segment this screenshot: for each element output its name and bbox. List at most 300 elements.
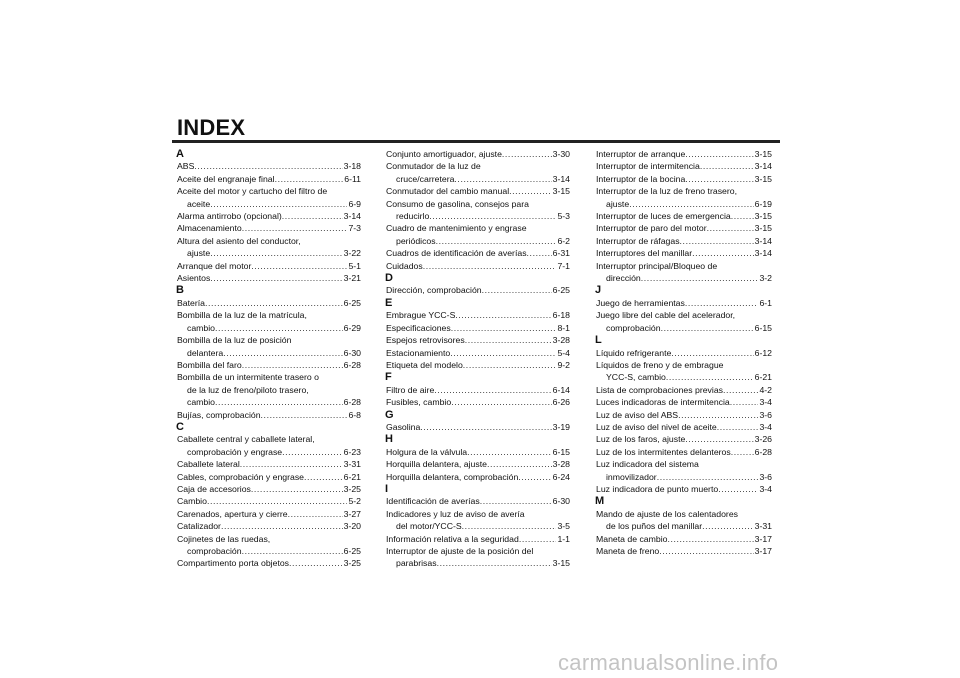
dot-leader <box>437 557 552 569</box>
index-entry <box>386 359 570 371</box>
entry-text: cambio <box>187 397 216 408</box>
page-number: 3-15 <box>552 186 570 197</box>
index-entry <box>596 210 772 222</box>
entry-text: cruce/carretera <box>396 173 455 184</box>
page-number: 6-21 <box>343 471 361 482</box>
entry-text: Aceite del motor y cartucho del filtro de <box>177 186 328 197</box>
dot-leader <box>251 483 343 495</box>
page-number: 3-25 <box>343 483 361 494</box>
dot-leader <box>519 533 557 545</box>
page-number: 6-29 <box>343 322 361 333</box>
entry-text: Luz de aviso del nivel de aceite <box>596 421 717 432</box>
index-entry <box>596 384 772 396</box>
dot-leader <box>420 421 551 433</box>
page-number: 3-2 <box>759 273 772 284</box>
dot-leader <box>702 520 754 532</box>
index-entry <box>177 409 361 421</box>
index-entry <box>177 272 361 284</box>
dot-leader <box>275 173 344 185</box>
entry-text: Especificaciones <box>386 322 451 333</box>
index-entry <box>177 297 361 309</box>
page-number: 3-14 <box>343 211 361 222</box>
index-entry <box>386 458 570 470</box>
index-entry <box>177 222 361 234</box>
page-number: 3-4 <box>759 483 772 494</box>
index-entry <box>177 260 361 272</box>
index-entry <box>596 508 772 533</box>
dot-leader <box>717 421 759 433</box>
dot-leader <box>242 359 343 371</box>
dot-leader <box>629 198 753 210</box>
page-number: 6-30 <box>343 347 361 358</box>
index-entry <box>177 533 361 558</box>
entry-text: comprobación <box>187 546 242 556</box>
page-number: 6-25 <box>343 546 361 556</box>
entry-text: Caballete lateral <box>177 459 240 470</box>
section-letter: B <box>176 284 184 297</box>
dot-leader <box>661 322 754 334</box>
page-number: 3-4 <box>759 397 772 408</box>
index-entry <box>596 347 772 359</box>
dot-leader <box>502 148 552 160</box>
page-number: 6-19 <box>754 198 772 209</box>
dot-leader <box>667 533 753 545</box>
page-number: 7-3 <box>348 223 361 234</box>
page-number: 3-17 <box>754 546 772 556</box>
entry-text: Consumo de gasolina, consejos para <box>386 198 529 209</box>
page-number: 3-28 <box>552 459 570 470</box>
dot-leader <box>680 235 754 247</box>
entry-text: Bombilla de la luz de posición <box>177 335 292 346</box>
dot-leader <box>451 322 557 334</box>
index-entry <box>386 148 570 160</box>
page-number: 6-31 <box>552 248 570 259</box>
dot-leader <box>240 458 343 470</box>
index-entry <box>386 160 570 185</box>
index-entry <box>386 471 570 483</box>
dot-leader <box>685 173 753 185</box>
entry-text: Luz de los faros, ajuste <box>596 434 686 445</box>
page-number: 3-20 <box>343 521 361 532</box>
page-number: 3-14 <box>754 235 772 246</box>
entry-text: Gasolina <box>386 421 421 432</box>
page-number: 1-1 <box>557 533 570 544</box>
entry-text: Cambio <box>177 496 207 507</box>
page-number: 3-15 <box>552 558 570 569</box>
entry-text: Luces indicadoras de intermitencia <box>596 397 730 408</box>
index-entry <box>386 495 570 507</box>
dot-leader <box>304 471 343 483</box>
entry-text: reducirlo <box>396 211 430 222</box>
dot-leader <box>692 247 754 259</box>
entry-text: Fusibles, cambio <box>386 397 452 408</box>
dot-leader <box>641 272 759 284</box>
entry-text: ABS <box>177 161 195 172</box>
index-column-1 <box>177 148 361 570</box>
page-number: 3-19 <box>552 421 570 432</box>
dot-leader <box>657 471 759 483</box>
page-number: 6-9 <box>348 198 361 209</box>
index-entry <box>596 396 772 408</box>
page-number: 3-26 <box>754 434 772 445</box>
entry-text: Embrague YCC-S <box>386 310 456 321</box>
entry-text: Maneta de freno <box>596 546 660 556</box>
dot-leader <box>678 409 758 421</box>
entry-text: Holgura de la válvula <box>386 446 468 457</box>
entry-text: Etiqueta del modelo <box>386 359 463 370</box>
page-number: 6-25 <box>552 285 570 296</box>
dot-leader <box>251 260 347 272</box>
entry-text: Altura del asiento del conductor, <box>177 235 301 246</box>
dot-leader <box>509 185 551 197</box>
index-entry <box>596 222 772 234</box>
index-entry <box>386 334 570 346</box>
dot-leader <box>242 222 348 234</box>
entry-text: Conmutador del cambio manual <box>386 186 510 197</box>
page-number: 7-1 <box>557 260 570 271</box>
dot-leader <box>288 508 343 520</box>
dot-leader <box>205 297 343 309</box>
page-number: 4-2 <box>759 384 772 395</box>
page-number: 3-14 <box>754 161 772 172</box>
watermark: carmanualsonline.info <box>558 650 779 675</box>
index-entry <box>386 185 570 197</box>
section-letter: M <box>595 495 605 508</box>
entry-text: Luz de aviso del ABS <box>596 409 679 420</box>
index-entry <box>386 545 570 570</box>
dot-leader <box>685 148 753 160</box>
entry-text: Conmutador de la luz de <box>386 161 481 172</box>
dot-leader <box>718 483 758 495</box>
page-number: 3-15 <box>754 173 772 184</box>
entry-text: Estacionamiento <box>386 347 451 358</box>
dot-leader <box>450 347 556 359</box>
entry-text: Caballete central y caballete lateral, <box>177 434 315 445</box>
dot-leader <box>700 160 754 172</box>
page-number: 3-28 <box>552 335 570 346</box>
index-entry <box>596 533 772 545</box>
index-entry <box>386 322 570 334</box>
index-entry <box>177 185 361 210</box>
index-entry <box>177 210 361 222</box>
page-number: 3-14 <box>754 248 772 259</box>
dot-leader <box>223 347 342 359</box>
page-number: 6-28 <box>343 359 361 370</box>
entry-text: cambio <box>187 322 216 333</box>
dot-leader <box>527 247 552 259</box>
section-letter: C <box>176 420 184 433</box>
page-number: 6-25 <box>343 297 361 308</box>
index-entry <box>177 458 361 470</box>
entry-text: Aceite del engranaje final <box>177 173 275 184</box>
entry-text: Horquilla delantera, comprobación <box>386 471 519 482</box>
entry-text: parabrisas <box>396 558 437 569</box>
section-letter: G <box>385 408 394 421</box>
page-number: 6-23 <box>343 446 361 457</box>
entry-text: comprobación <box>606 322 661 333</box>
entry-text: Juego de herramientas <box>596 297 685 308</box>
page-number: 6-18 <box>552 310 570 321</box>
page-number: 5-1 <box>348 260 361 271</box>
entry-text: Lista de comprobaciones previas <box>596 384 724 395</box>
entry-text: Líquido refrigerante <box>596 347 672 358</box>
index-entry <box>596 185 772 210</box>
index-entry <box>386 446 570 458</box>
index-entry <box>596 235 772 247</box>
entry-text: Información relativa a la seguridad <box>386 533 519 544</box>
page-number: 5-3 <box>557 211 570 222</box>
section-letter: A <box>176 148 184 160</box>
page-number: 5-2 <box>348 496 361 507</box>
page-number: 6-2 <box>557 235 570 246</box>
page-number: 3-5 <box>557 521 570 532</box>
entry-text: Filtro de aire <box>386 384 435 395</box>
page-number: 6-11 <box>344 173 361 184</box>
index-entry <box>596 421 772 433</box>
page-number: 3-14 <box>552 173 570 184</box>
page-number: 3-25 <box>343 558 361 569</box>
entry-text: Mando de ajuste de los calentadores <box>596 508 738 519</box>
index-entry <box>177 471 361 483</box>
entry-text: Interruptor de ajuste de la posición del <box>386 546 534 556</box>
entry-text: Identificación de averías <box>386 496 480 507</box>
entry-text: ajuste <box>187 248 211 259</box>
index-entry <box>596 446 772 458</box>
section-letter: I <box>385 482 389 495</box>
index-entry <box>177 371 361 408</box>
entry-text: YCC-S, cambio <box>606 372 666 383</box>
dot-leader <box>487 458 552 470</box>
index-entry <box>386 508 570 533</box>
dot-leader <box>242 545 343 557</box>
dot-leader <box>465 334 552 346</box>
entry-text: Interruptores del manillar <box>596 248 693 259</box>
page-number: 3-6 <box>759 471 772 482</box>
dot-leader <box>685 297 759 309</box>
entry-text: comprobación y engrase <box>187 446 283 457</box>
page-number: 3-15 <box>754 149 772 159</box>
entry-text: aceite <box>187 198 211 209</box>
index-entry <box>596 483 772 495</box>
section-letter: L <box>595 334 602 347</box>
section-letter: D <box>385 272 393 285</box>
page-number: 6-15 <box>552 446 570 457</box>
index-entry <box>386 309 570 321</box>
dot-leader <box>451 396 551 408</box>
index-entry <box>386 247 570 259</box>
dot-leader <box>482 284 552 296</box>
index-entry <box>386 284 570 296</box>
entry-text: Batería <box>177 297 206 308</box>
index-entry <box>596 433 772 445</box>
entry-text: Compartimento porta objetos <box>177 558 290 569</box>
dot-leader <box>221 520 343 532</box>
entry-text: Carenados, apertura y cierre <box>177 508 288 519</box>
entry-text: Luz indicadora de punto muerto <box>596 483 719 494</box>
page-number: 3-15 <box>754 211 772 222</box>
section-letter: J <box>595 284 602 297</box>
entry-text: Maneta de cambio <box>596 533 668 544</box>
index-entry <box>596 458 772 483</box>
page-number: 6-15 <box>754 322 772 333</box>
page-number: 6-14 <box>552 384 570 395</box>
entry-text: de la luz de freno/piloto trasero, <box>187 384 309 395</box>
entry-text: Interruptor de la bocina <box>596 173 686 184</box>
dot-leader <box>685 433 753 445</box>
dot-leader <box>731 446 754 458</box>
page-number: 3-30 <box>552 149 570 159</box>
index-entry <box>596 545 772 557</box>
page-number: 6-24 <box>552 471 570 482</box>
index-entry <box>386 533 570 545</box>
entry-text: Espejos retrovisores <box>386 335 465 346</box>
page-number: 6-8 <box>348 409 361 420</box>
index-entry <box>386 384 570 396</box>
entry-text: Cuadros de identificación de averías <box>386 248 527 259</box>
dot-leader <box>210 247 342 259</box>
dot-leader <box>467 446 551 458</box>
index-entry <box>596 148 772 160</box>
entry-text: Cojinetes de las ruedas, <box>177 533 271 544</box>
entry-text: del motor/YCC-S <box>396 521 462 532</box>
page-number: 3-31 <box>343 459 361 470</box>
dot-leader <box>480 495 552 507</box>
page-title: INDEX <box>177 115 246 140</box>
index-entry <box>596 359 772 384</box>
title-rule <box>172 140 780 143</box>
entry-text: Cables, comprobación y engrase <box>177 471 305 482</box>
dot-leader <box>462 520 557 532</box>
entry-text: Arranque del motor <box>177 260 252 271</box>
page-number: 6-28 <box>343 397 361 408</box>
entry-text: Interruptor de luces de emergencia <box>596 211 731 222</box>
dot-leader <box>194 160 342 172</box>
dot-leader <box>282 446 342 458</box>
dot-leader <box>210 272 342 284</box>
entry-text: Bombilla de la luz de la matrícula, <box>177 310 307 321</box>
page-number: 3-21 <box>343 273 361 284</box>
entry-text: Líquidos de freno y de embrague <box>596 359 724 370</box>
entry-text: Interruptor de paro del motor <box>596 223 707 234</box>
index-entry <box>386 260 570 272</box>
page-number: 3-22 <box>343 248 361 259</box>
dot-leader <box>210 198 347 210</box>
entry-text: Bujías, comprobación <box>177 409 261 420</box>
entry-text: Bombilla del faro <box>177 359 242 370</box>
index-entry <box>386 222 570 247</box>
entry-text: delantera <box>187 347 224 358</box>
section-letter: F <box>385 371 392 384</box>
entry-text: Cuidados <box>386 260 423 271</box>
entry-text: dirección <box>606 273 641 284</box>
entry-text: Interruptor de ráfagas <box>596 235 680 246</box>
page-number: 3-15 <box>754 223 772 234</box>
index-entry <box>177 334 361 359</box>
section-letter: E <box>385 296 393 309</box>
index-entry <box>596 260 772 285</box>
dot-leader <box>436 235 557 247</box>
index-entry <box>177 359 361 371</box>
dot-leader <box>429 210 556 222</box>
entry-text: Caja de accesorios <box>177 483 251 494</box>
entry-text: Almacenamiento <box>177 223 242 234</box>
page-number: 3-17 <box>754 533 772 544</box>
dot-leader <box>434 384 551 396</box>
entry-text: Bombilla de un intermitente trasero o <box>177 372 319 383</box>
entry-text: ajuste <box>606 198 630 209</box>
dot-leader <box>723 384 758 396</box>
entry-text: Catalizador <box>177 521 221 532</box>
index-entry <box>177 173 361 185</box>
index-entry <box>386 396 570 408</box>
dot-leader <box>261 409 348 421</box>
dot-leader <box>289 557 343 569</box>
page-number: 6-30 <box>552 496 570 507</box>
entry-text: Juego libre del cable del acelerador, <box>596 310 736 321</box>
entry-text: Horquilla delantera, ajuste <box>386 459 487 470</box>
dot-leader <box>463 359 557 371</box>
index-column-2 <box>386 148 570 570</box>
dot-leader <box>207 495 348 507</box>
entry-text: inmovilizador <box>606 471 657 482</box>
page-number: 3-4 <box>759 421 772 432</box>
page-number: 5-4 <box>557 347 570 358</box>
page-number: 3-27 <box>343 508 361 519</box>
dot-leader <box>215 396 343 408</box>
page-number: 8-1 <box>557 322 570 333</box>
index-column-3 <box>596 148 772 557</box>
index-entry <box>596 297 772 309</box>
dot-leader <box>215 322 343 334</box>
index-entry <box>386 198 570 223</box>
entry-text: Interruptor principal/Bloqueo de <box>596 260 718 271</box>
entry-text: Interruptor de arranque <box>596 149 686 159</box>
index-entry <box>177 235 361 260</box>
index-entry <box>177 508 361 520</box>
page-number: 3-31 <box>754 521 772 532</box>
dot-leader <box>423 260 557 272</box>
entry-text: Luz indicadora del sistema <box>596 459 699 470</box>
dot-leader <box>282 210 343 222</box>
dot-leader <box>455 309 551 321</box>
index-entry <box>596 160 772 172</box>
entry-text: Cuadro de mantenimiento y engrase <box>386 223 527 234</box>
index-entry <box>177 160 361 172</box>
page-number: 6-12 <box>754 347 772 358</box>
index-entry <box>177 495 361 507</box>
index-entry <box>596 409 772 421</box>
index-entry <box>386 421 570 433</box>
dot-leader <box>666 371 754 383</box>
index-entry <box>386 347 570 359</box>
entry-text: Conjunto amortiguador, ajuste <box>386 149 502 159</box>
dot-leader <box>707 222 754 234</box>
page-number: 6-1 <box>759 297 772 308</box>
entry-text: Asientos <box>177 273 211 284</box>
index-entry <box>177 433 361 458</box>
entry-text: Dirección, comprobación <box>386 285 482 296</box>
page-number: 3-6 <box>759 409 772 420</box>
index-entry <box>596 247 772 259</box>
dot-leader <box>731 210 754 222</box>
entry-text: periódicos <box>396 235 436 246</box>
entry-text: Interruptor de intermitencia <box>596 161 700 172</box>
dot-leader <box>671 347 753 359</box>
index-entry <box>177 520 361 532</box>
index-entry <box>596 173 772 185</box>
index-entry <box>177 557 361 569</box>
page-number: 3-18 <box>343 161 361 172</box>
